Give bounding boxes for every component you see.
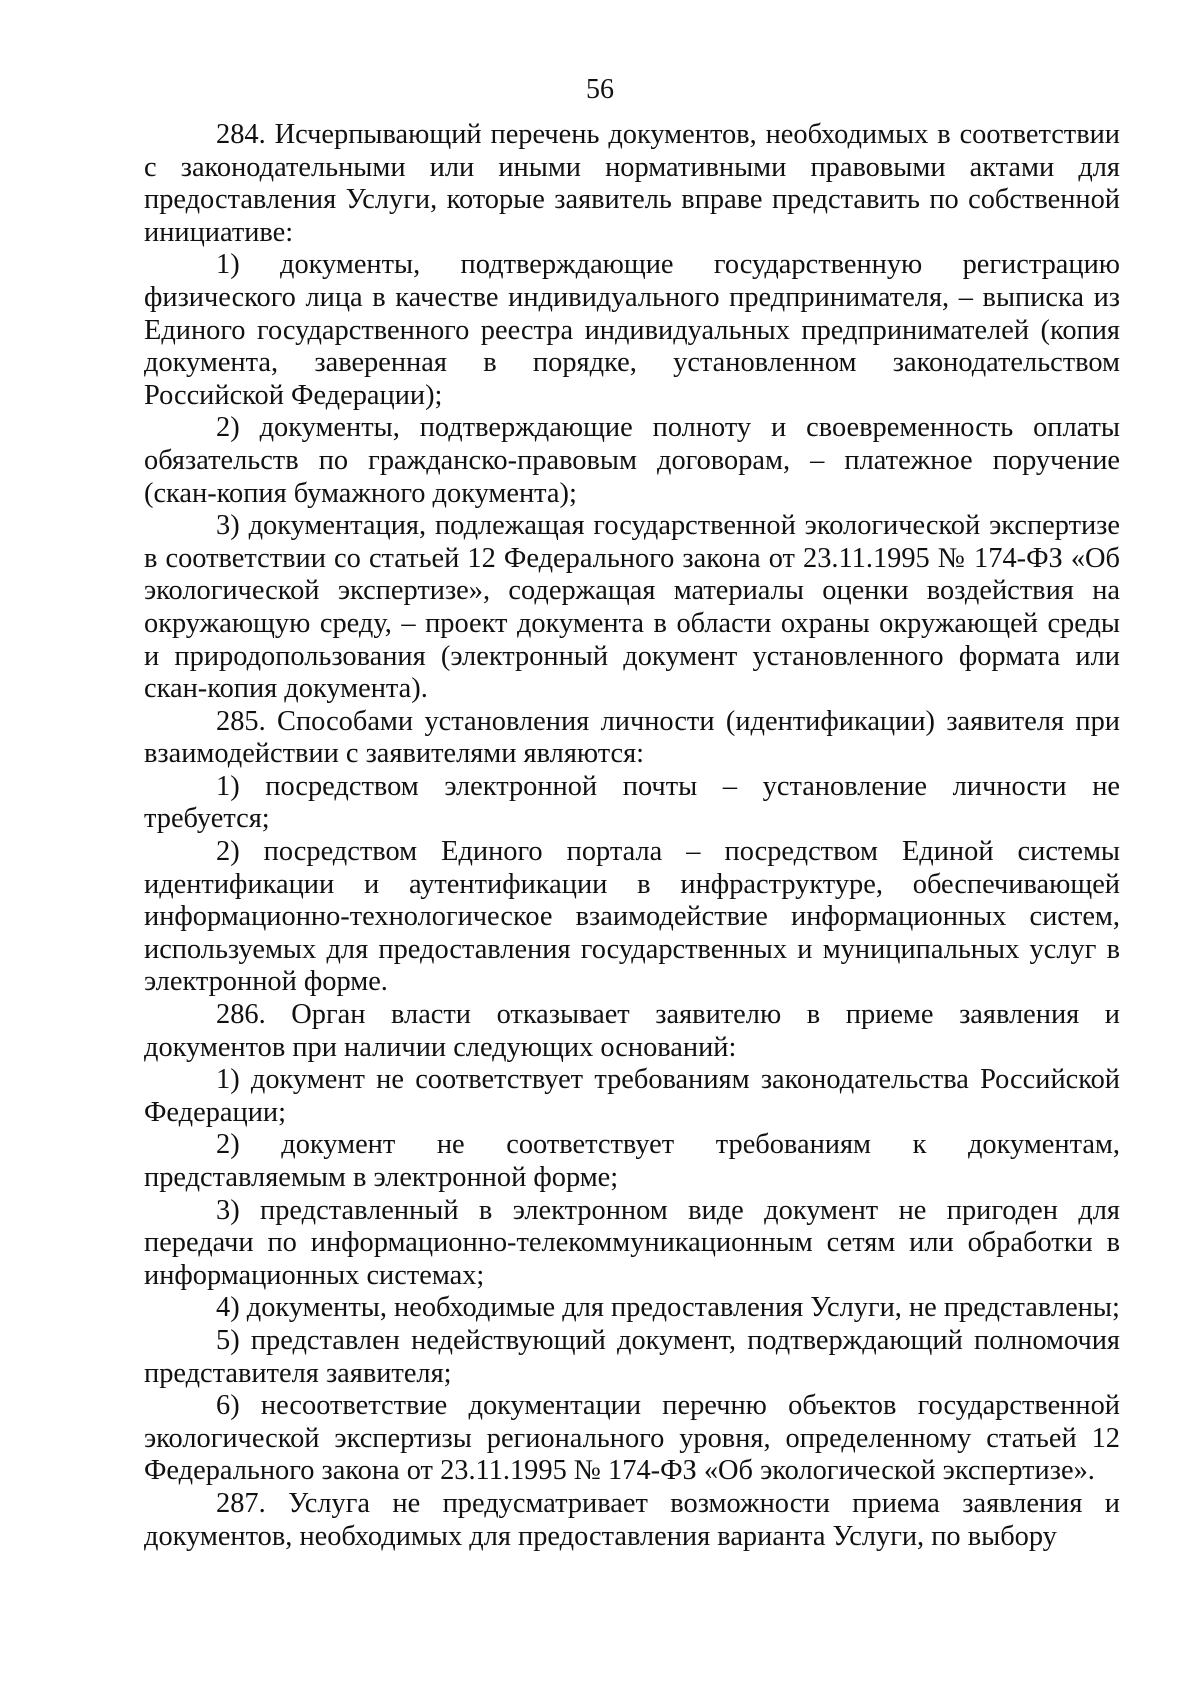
list-item: 2) посредством Единого портала – посредством Единой системы идентификации и аутентификации в инфраструктуре, обеспечивающей информационно-технологическое взаимодействие информационных систем, используемых для предоставления государственных и муниципальных услуг в электронной форме. (144, 836, 1120, 998)
list-item: 1) посредством электронной почты – установление личности не требуется; (144, 770, 1120, 835)
list-item: 6) несоответствие документации перечню объектов государственной экологической экспертизы регионального уровня, определенному статьей 12 Федерального закона от 23.11.1995 № 174-ФЗ «Об экологической экспертизе». (144, 1390, 1120, 1487)
list-item: 1) документы, подтверждающие государственную регистрацию физического лица в качестве индивидуального предпринимателя, – выписка из Единого государственного реестра индивидуальных предпринимателей (копия документа, заверенная в порядке, установленном законодательством Российской Федерации); (144, 249, 1120, 411)
list-item: 3) представленный в электронном виде документ не пригоден для передачи по информационно-телекоммуникационным сетям или обработки в информационных системах; (144, 1194, 1120, 1291)
paragraph-285: 285. Способами установления личности (идентификации) заявителя при взаимодействии с заявителями являются: (144, 705, 1120, 770)
paragraph-286: 286. Орган власти отказывает заявителю в приеме заявления и документов при наличии следующих оснований: (144, 999, 1120, 1063)
document-body (144, 119, 1120, 1553)
list-item: 4) документы, необходимые для предоставления Услуги, не представлены; (216, 1292, 1120, 1324)
list-item: 3) документация, подлежащая государственной экологической экспертизе в соответствии со статьей 12 Федерального закона от 23.11.1995 № 174-ФЗ «Об экологической экспертизе», содержащая материалы оценки воздействия на окружающую среду, – проект документа в области охраны окружающей среды и природопользования (электронный документ установленного формата или скан-копия документа). (144, 510, 1120, 705)
paragraph-284: 284. Исчерпывающий перечень документов, необходимых в соответствии с законодательными или иными нормативными правовыми актами для предоставления Услуги, которые заявитель вправе представить по собственной инициативе: (144, 119, 1120, 248)
page-number: 56 (586, 74, 614, 105)
list-item: 2) документ не соответствует требованиям к документам, представляемым в электронной форме; (144, 1129, 1120, 1193)
paragraph-287: 287. Услуга не предусматривает возможности приема заявления и документов, необходимых для предоставления варианта Услуги, по выбору (144, 1487, 1120, 1552)
list-item: 1) документ не соответствует требованиям законодательства Российской Федерации; (144, 1064, 1120, 1128)
list-item: 5) представлен недействующий документ, подтверждающий полномочия представителя заявителя; (144, 1324, 1120, 1389)
list-item: 2) документы, подтверждающие полноту и своевременность оплаты обязательств по гражданско-правовым договорам, – платежное поручение (скан-копия бумажного документа); (144, 412, 1120, 509)
